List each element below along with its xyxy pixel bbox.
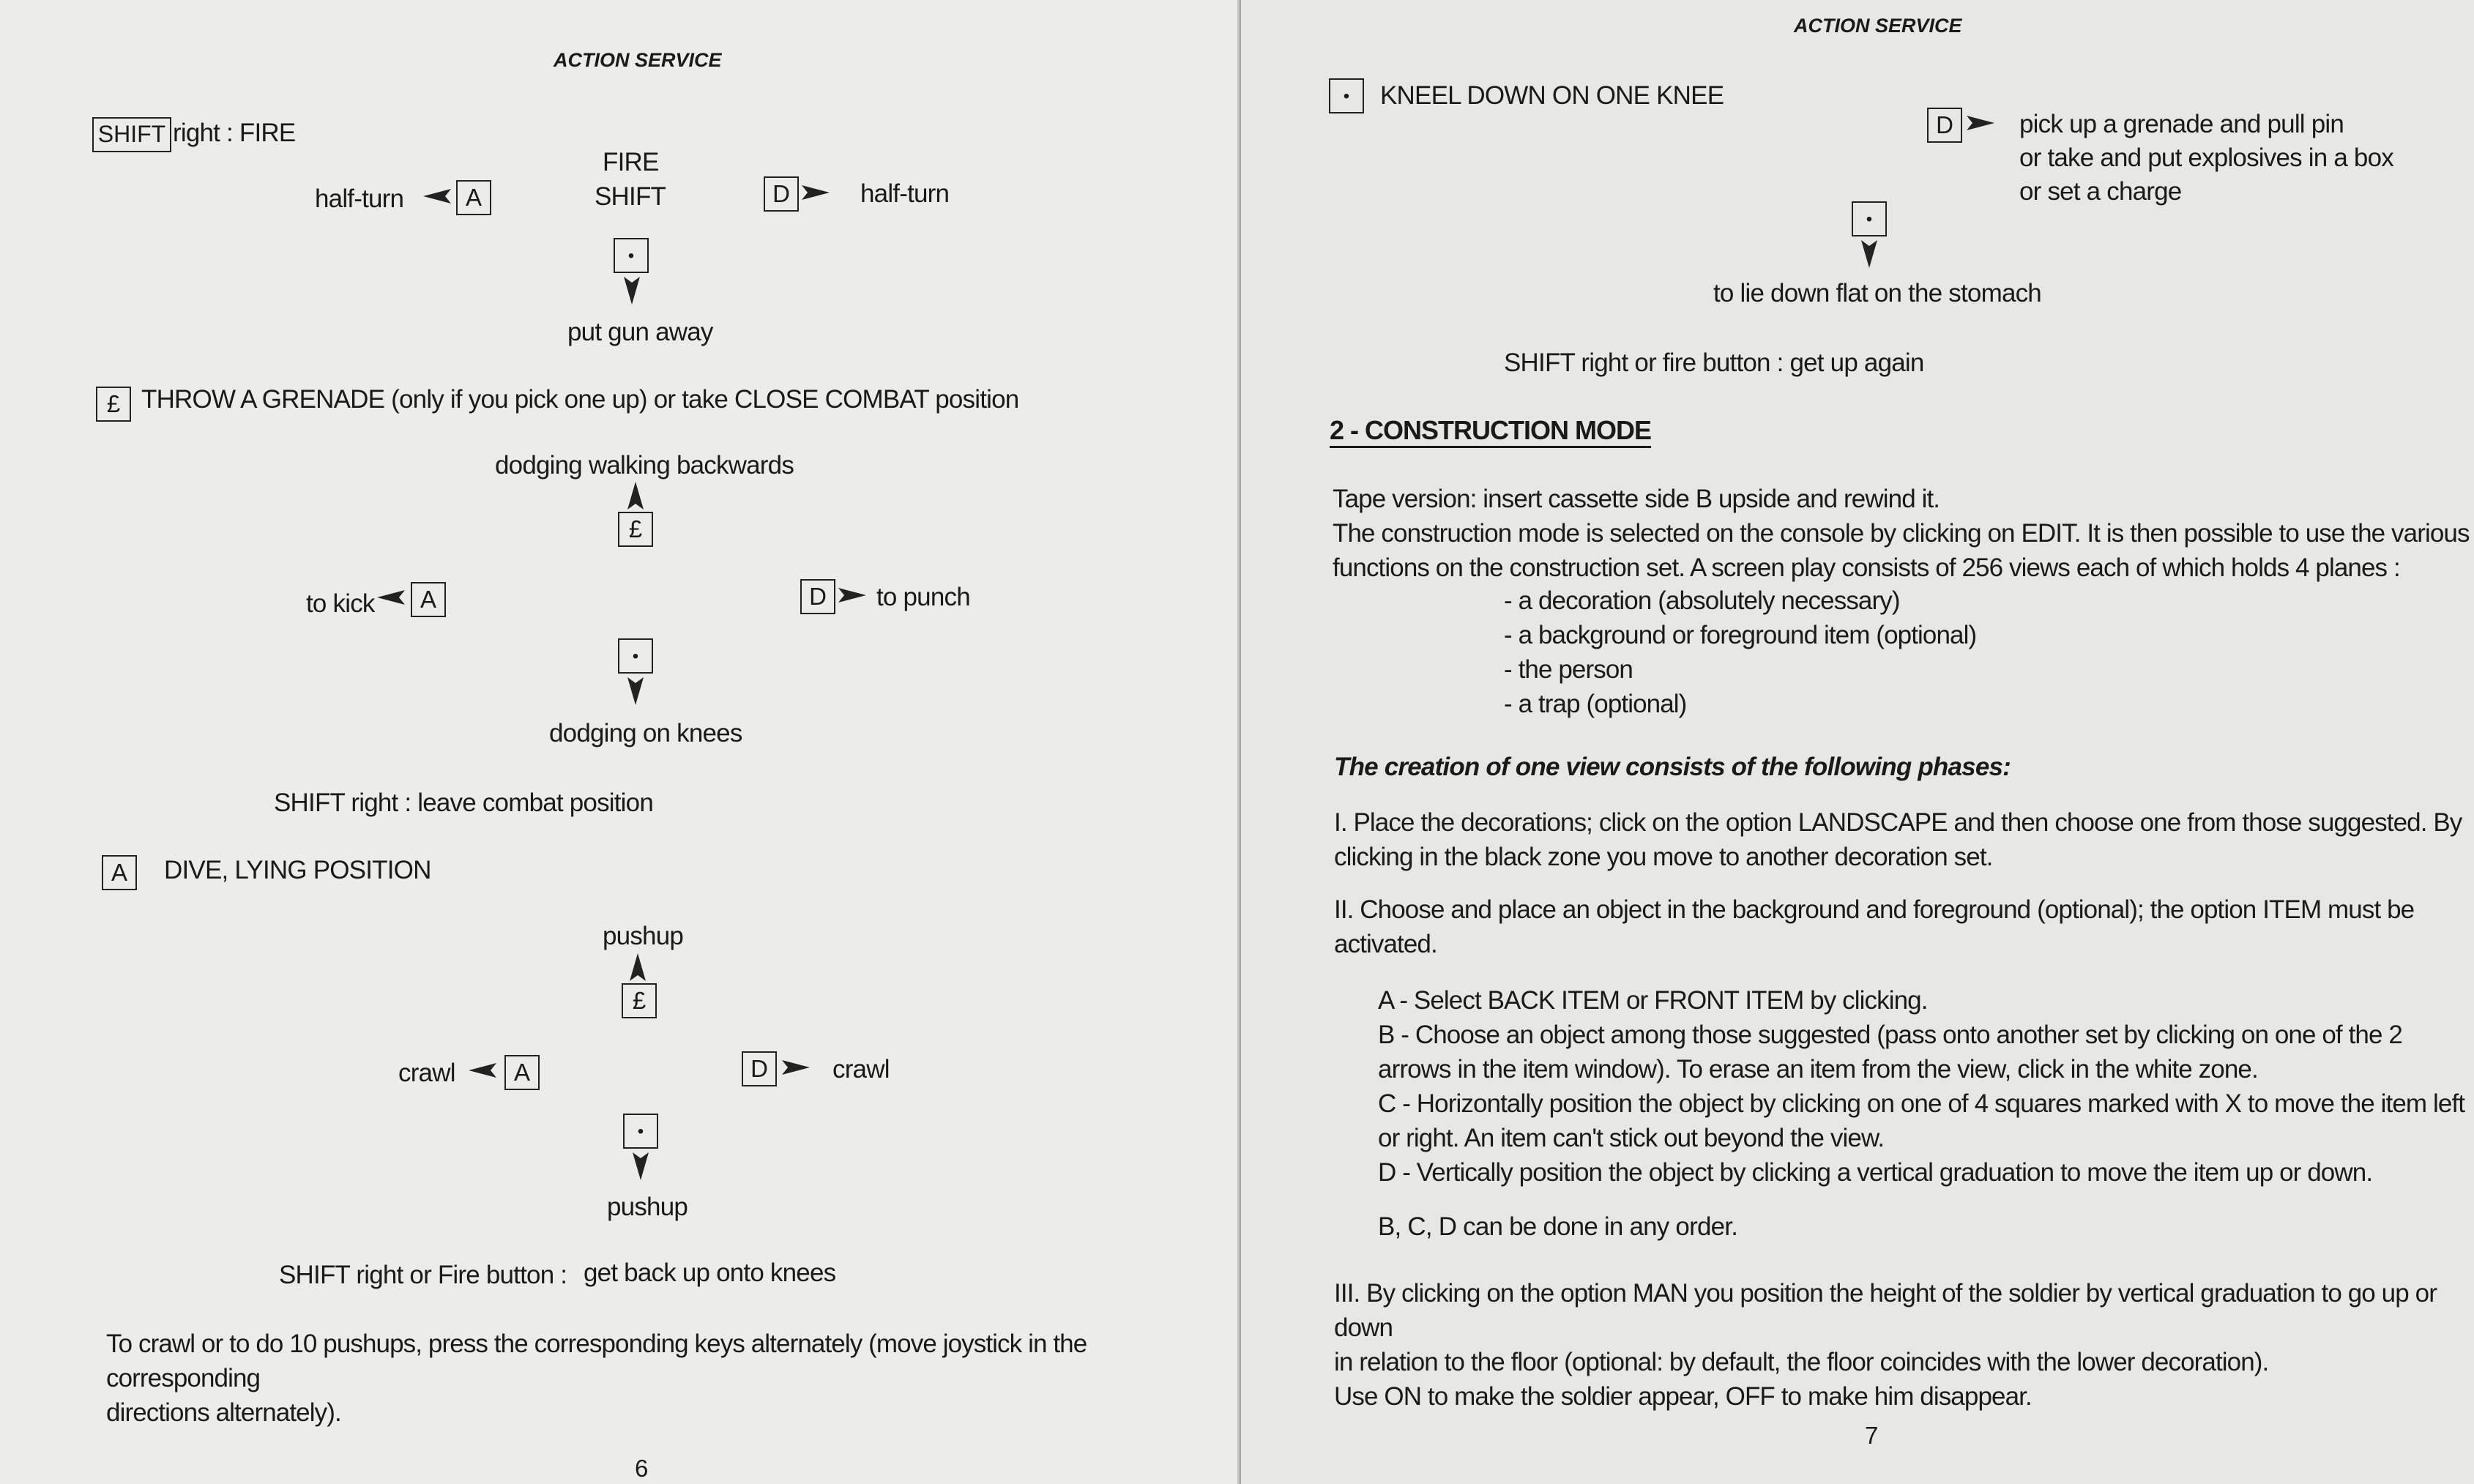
phase-2 [1334, 892, 2414, 961]
phase-line: in relation to the floor (optional: by default, the floor coincides with the lower decoration). [1334, 1348, 2269, 1376]
to-punch: to punch [876, 583, 970, 611]
arrow-right-icon-2 [838, 588, 868, 604]
arrow-down-icon-3 [633, 1148, 649, 1180]
put-gun-away: put gun away [567, 318, 713, 346]
phase-line: III. By clicking on the option MAN you position the height of the soldier by vertical graduation to go up or down [1334, 1279, 2437, 1342]
key-a-4: A [504, 1055, 540, 1090]
crawl-right: crawl [832, 1055, 890, 1084]
arrow-up-icon-2 [630, 953, 646, 983]
arrow-right-icon-3 [782, 1060, 811, 1076]
phase-line: clicking in the black zone you move to another decoration set. [1334, 843, 1993, 871]
tape-line: Tape version: insert cassette side B upside and rewind it. [1333, 485, 1940, 513]
arrow-left-icon-2 [377, 590, 406, 606]
arrow-left-icon-3 [469, 1063, 498, 1079]
key-pound-2: £ [618, 512, 653, 547]
shift-key: SHIFT [92, 117, 171, 152]
arrow-right-icon-4 [1967, 116, 1996, 132]
key-d: D [764, 176, 799, 212]
arrow-down-icon-4 [1861, 236, 1877, 268]
half-turn-right: half-turn [860, 179, 950, 208]
key-pound: £ [96, 387, 131, 422]
key-pound-3: £ [622, 983, 657, 1018]
get-up-again: SHIFT right or fire button : get up again [1504, 348, 1924, 377]
crawl-paragraph-line: To crawl or to do 10 pushups, press the corresponding keys alternately (move joystick in the corresponding [106, 1330, 1087, 1392]
phase-line: Use ON to make the soldier appear, OFF to make him disappear. [1334, 1382, 2032, 1411]
phase-line: activated. [1334, 930, 1437, 958]
crawl-left: crawl [398, 1059, 455, 1087]
step-line: B - Choose an object among those suggested (pass onto another set by clicking on one of the 2 [1378, 1021, 2402, 1049]
step-line: C - Horizontally position the object by clicking on one of 4 squares marked with X to move the item left [1378, 1089, 2465, 1118]
plane-item: - a trap (optional) [1504, 690, 1687, 718]
item-steps [1378, 983, 2464, 1190]
arrow-down-icon-2 [627, 673, 644, 705]
key-d-4: D [1927, 108, 1962, 143]
lie-down: to lie down flat on the stomach [1713, 279, 2041, 307]
phases-heading: The creation of one view consists of the following phases: [1334, 753, 2011, 781]
dodging-back: dodging walking backwards [495, 451, 794, 480]
kneel-heading: KNEEL DOWN ON ONE KNEE [1380, 81, 1724, 110]
arrow-right-icon [802, 185, 831, 201]
step-line: A - Select BACK ITEM or FRONT ITEM by clicking. [1378, 986, 1928, 1015]
pick-line-3: or set a charge [2019, 177, 2182, 206]
arrow-left-icon [423, 189, 452, 205]
arrow-down-icon [624, 272, 640, 305]
phase-3 [1334, 1276, 2474, 1414]
pushup-bottom: pushup [607, 1193, 688, 1221]
intro-line: The construction mode is selected on the console by clicking on EDIT. It is then possible to use the various [1333, 519, 2470, 548]
right-page [1241, 0, 2474, 1484]
pushup-top: pushup [603, 922, 684, 950]
construction-intro [1333, 482, 2470, 585]
step-line: D - Vertically position the object by clicking a vertical graduation to move the item up or down. [1378, 1158, 2373, 1187]
to-kick: to kick [306, 589, 375, 618]
key-dot-3 [623, 1114, 658, 1149]
half-turn-left: half-turn [315, 184, 404, 213]
shift-fire-button: SHIFT right or Fire button : [279, 1261, 567, 1289]
leave-combat: SHIFT right : leave combat position [274, 788, 653, 817]
key-dot-4 [1329, 78, 1364, 113]
grenade-heading: THROW A GRENADE (only if you pick one up) or take CLOSE COMBAT position [141, 385, 1019, 414]
shift-fire-label: right : FIRE [173, 119, 296, 147]
get-back-up: get back up onto knees [584, 1259, 836, 1287]
key-d-2: D [800, 579, 835, 614]
key-dot-2 [618, 638, 653, 674]
page-number-right: 7 [1865, 1422, 1878, 1449]
intro-line: functions on the construction set. A screen play consists of 256 views each of which holds 4 planes : [1333, 553, 2400, 582]
plane-item: - the person [1504, 655, 1633, 684]
plane-item: - a background or foreground item (optional) [1504, 621, 1977, 649]
key-d-3: D [742, 1051, 777, 1086]
key-a-2: A [411, 582, 446, 617]
pick-line-2: or take and put explosives in a box [2019, 143, 2393, 172]
key-a: A [456, 180, 491, 215]
dodging-knees: dodging on knees [549, 719, 742, 747]
step-line: or right. An item can't stick out beyond the view. [1378, 1124, 1885, 1152]
phase-line: II. Choose and place an object in the background and foreground (optional); the option ITEM must be [1334, 895, 2415, 924]
fire-label: FIRE [603, 148, 659, 176]
crawl-paragraph [106, 1327, 1241, 1430]
step-line: arrows in the item window). To erase an item from the view, click in the white zone. [1378, 1055, 2258, 1084]
bcd-order: B, C, D can be done in any order. [1378, 1212, 1738, 1241]
planes-list [1504, 583, 1976, 721]
pick-line-1: pick up a grenade and pull pin [2019, 110, 2344, 138]
phase-1 [1334, 805, 2462, 874]
dive-heading: DIVE, LYING POSITION [164, 856, 431, 884]
page-header: ACTION SERVICE [554, 49, 722, 71]
construction-mode-heading: 2 - CONSTRUCTION MODE [1330, 415, 1652, 445]
shift-label: SHIFT [595, 182, 666, 211]
key-dot [614, 238, 649, 273]
crawl-paragraph-line: directions alternately). [106, 1398, 341, 1427]
plane-item: - a decoration (absolutely necessary) [1504, 586, 1900, 615]
page-number-left: 6 [635, 1455, 648, 1482]
page-header-right: ACTION SERVICE [1794, 15, 1962, 37]
key-a-3: A [102, 855, 137, 890]
arrow-up-icon [627, 482, 644, 511]
key-dot-5 [1852, 201, 1887, 236]
phase-line: I. Place the decorations; click on the option LANDSCAPE and then choose one from those suggested. By [1334, 808, 2462, 837]
